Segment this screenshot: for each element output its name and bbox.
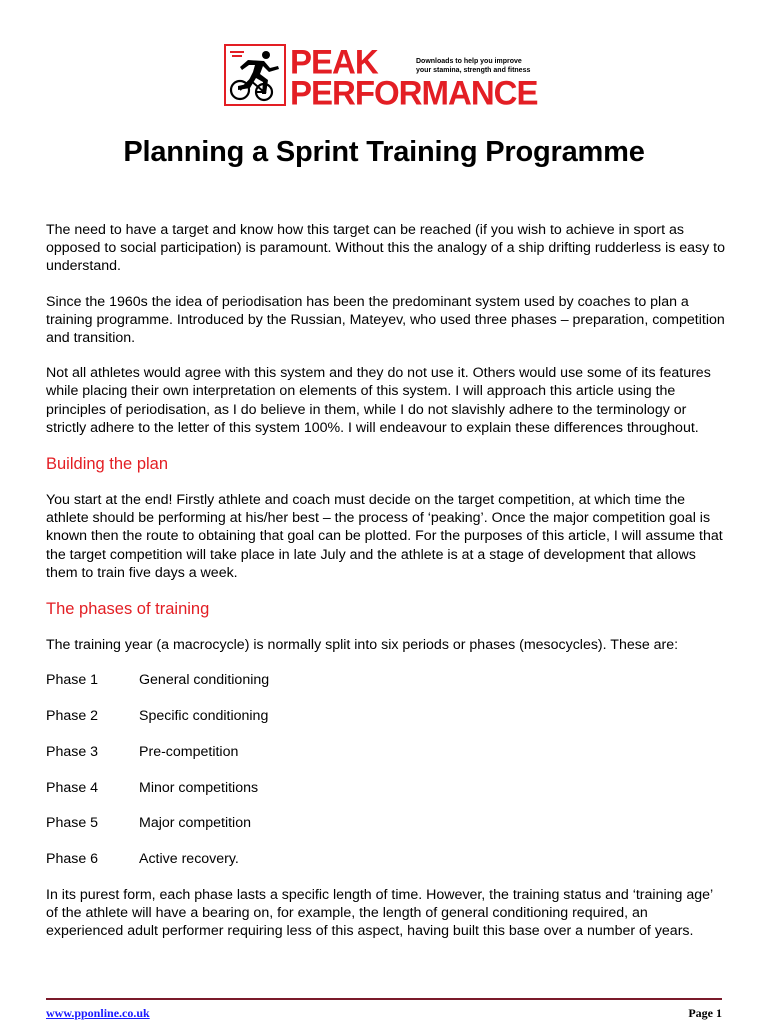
phase-list-item <box>46 814 726 832</box>
tagline-line-2: your stamina, strength and fitness <box>416 67 531 74</box>
runner-cyclist-icon <box>224 44 286 106</box>
logo-word-performance: PERFORMANCE <box>290 72 538 112</box>
phase-list-item <box>46 850 726 868</box>
intro-paragraph-2: Since the 1960s the idea of periodisation has been the predominant system used by coaches to plan a training programme. Introduced by the Russian, Mateyev, who used three phases – preparation, competition and transition. <box>46 293 725 347</box>
phase-name: General conditioning <box>139 672 270 689</box>
document-body <box>46 221 726 958</box>
phase-number: Phase 2 <box>46 708 99 725</box>
phase-number: Phase 6 <box>46 851 99 868</box>
building-plan-paragraph: You start at the end! Firstly athlete and coach must decide on the target competition, at which time the athlete should be performing at his/her best – the process of ‘peaking’. Once the major competition goal is known then the route to obtaining that goal can be plotted. For the purposes of this article, I will assume that the target competition will take place in late July and the athlete is at a stage of development that allows them to train five days a week. <box>46 492 723 581</box>
tagline-line-1: Downloads to help you improve <box>416 58 522 65</box>
intro-paragraph-1: The need to have a target and know how this target can be reached (if you wish to achieve in sport as opposed to social participation) is paramount. Without this the analogy of a ship drifting rudderless is easy to understand. <box>46 222 726 275</box>
document-title: Planning a Sprint Training Programme <box>123 136 645 168</box>
phases-closing-paragraph: In its purest form, each phase lasts a specific length of time. However, the training status and ‘training age’ of the athlete will have a bearing on, for example, the length of general conditioning required, an experienced adult performer requiring less of this aspect, having built this base over a number of years. <box>46 886 713 940</box>
phase-list-item <box>46 671 726 689</box>
logo-tagline <box>416 57 530 75</box>
phase-name: Minor competitions <box>139 779 259 796</box>
intro-paragraph-3: Not all athletes would agree with this system and they do not use it. Others would use some of its features while placing their own interpretation on elements of this system. I will approach this article using the principles of periodisation, as I do believe in them, while I do not slavishly adhere to the terminology or strictly adhere to the letter of this system 100%. I will endeavour to explain these differences throughout. <box>46 365 711 436</box>
section-heading-building-the-plan: Building the plan <box>46 455 169 474</box>
phase-name: Active recovery. <box>139 851 239 868</box>
phases-lead-paragraph: The training year (a macrocycle) is normally split into six periods or phases (mesocycles). These are: <box>46 637 679 654</box>
phase-name: Pre-competition <box>139 743 239 760</box>
footer-website-link[interactable]: www.pponline.co.uk <box>46 1006 150 1020</box>
logo-word-peak: PEAK <box>290 41 378 81</box>
page-number: Page 1 <box>688 1006 722 1020</box>
section-heading-phases-of-training: The phases of training <box>46 600 210 619</box>
phase-name: Specific conditioning <box>139 708 269 725</box>
footer-divider <box>46 998 722 1000</box>
phase-list-item <box>46 779 726 797</box>
phase-number: Phase 5 <box>46 815 99 832</box>
phase-number: Phase 4 <box>46 779 99 796</box>
phase-number: Phase 1 <box>46 672 99 689</box>
phase-name: Major competition <box>139 815 251 832</box>
phase-list-item <box>46 707 726 725</box>
phase-list-item <box>46 743 726 761</box>
peak-performance-logo <box>224 41 550 112</box>
phase-number: Phase 3 <box>46 743 99 760</box>
